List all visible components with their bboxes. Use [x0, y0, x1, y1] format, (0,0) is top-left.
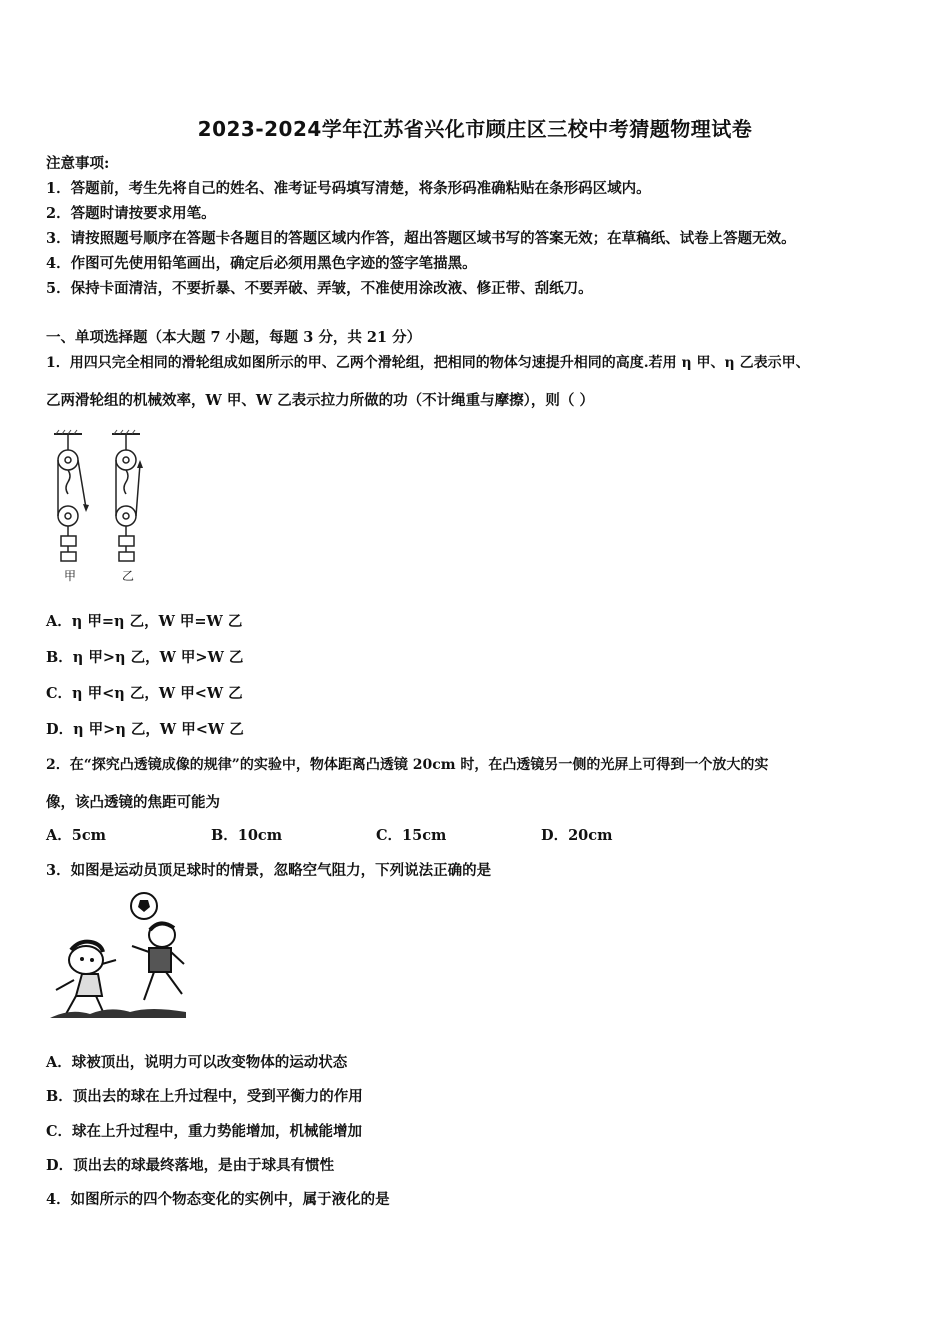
question-2-option-a[interactable]: A．5cm: [46, 827, 107, 844]
question-1-option-a[interactable]: A．η 甲=η 乙，W 甲=W 乙: [46, 613, 243, 630]
question-1-stem-cont: 乙两滑轮组的机械效率，W 甲、W 乙表示拉力所做的功（不计绳重与摩擦），则（ ）: [46, 392, 594, 409]
question-1-option-b[interactable]: B．η 甲>η 乙，W 甲>W 乙: [46, 649, 244, 666]
notice-item: 4．作图可先使用铅笔画出，确定后必须用黑色字迹的签字笔描黑。: [46, 255, 477, 272]
question-3-option-d[interactable]: D．顶出去的球最终落地，是由于球具有惯性: [46, 1157, 335, 1174]
soccer-figure: [44, 890, 194, 1025]
question-1-option-d[interactable]: D．η 甲>η 乙，W 甲<W 乙: [46, 721, 244, 738]
question-3-option-c[interactable]: C．球在上升过程中，重力势能增加，机械能增加: [46, 1123, 363, 1140]
question-3-option-b[interactable]: B．顶出去的球在上升过程中，受到平衡力的作用: [46, 1088, 363, 1105]
question-2-stem: 2．在“探究凸透镜成像的规律”的实验中，物体距离凸透镜 20cm 时，在凸透镜另一侧的光屏上可得到一个放大的实: [46, 757, 769, 773]
figure-label-jia: 甲: [64, 569, 77, 583]
page-title: 2023-2024学年江苏省兴化市顾庄区三校中考猜题物理试卷: [197, 117, 753, 141]
notice-item: 3．请按照题号顺序在答题卡各题目的答题区域内作答，超出答题区域书写的答案无效；在草稿纸、试卷上答题无效。: [46, 230, 796, 247]
notice-item: 2．答题时请按要求用笔。: [46, 205, 216, 222]
question-3-stem: 3．如图是运动员顶足球时的情景，忽略空气阻力，下列说法正确的是: [46, 862, 492, 879]
notice-item: 5．保持卡面清洁，不要折暴、不要弄破、弄皱，不准使用涂改液、修正带、刮纸刀。: [46, 280, 593, 297]
figure-label-yi: 乙: [122, 569, 135, 583]
question-1-stem: 1．用四只完全相同的滑轮组成如图所示的甲、乙两个滑轮组，把相同的物体匀速提升相同的高度.若用 η 甲、η 乙表示甲、: [46, 355, 810, 371]
question-3-option-a[interactable]: A．球被顶出，说明力可以改变物体的运动状态: [46, 1054, 348, 1071]
question-2-option-d[interactable]: D．20cm: [541, 827, 613, 844]
question-1-option-c[interactable]: C．η 甲<η 乙，W 甲<W 乙: [46, 685, 243, 702]
pulley-figure: [44, 428, 154, 588]
notice-item: 1．答题前，考生先将自己的姓名、准考证号码填写清楚，将条形码准确粘贴在条形码区域内。: [46, 180, 651, 197]
section-heading: 一、单项选择题（本大题 7 小题，每题 3 分，共 21 分）: [46, 329, 422, 346]
question-2-option-c[interactable]: C．15cm: [376, 827, 447, 844]
notice-heading: 注意事项:: [46, 155, 110, 172]
question-4-stem: 4．如图所示的四个物态变化的实例中，属于液化的是: [46, 1191, 390, 1208]
question-2-stem-cont: 像，该凸透镜的焦距可能为: [46, 794, 220, 811]
question-2-option-b[interactable]: B．10cm: [211, 827, 283, 844]
